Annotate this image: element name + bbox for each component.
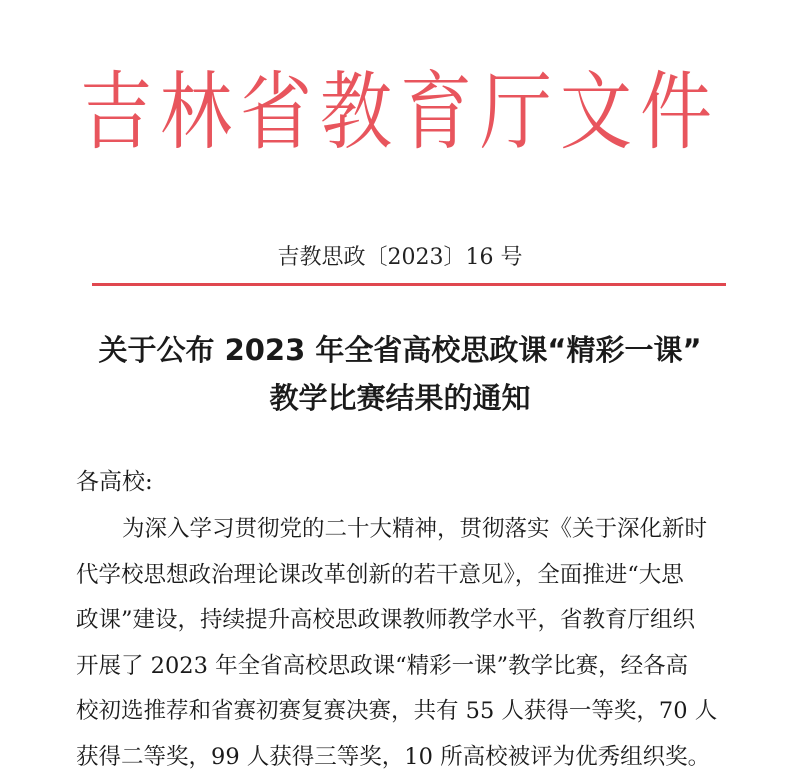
body-line: 为深入学习贯彻党的二十大精神，贯彻落实《关于深化新时: [76, 507, 736, 553]
body-line: 开展了 2023 年全省高校思政课“精彩一课”教学比赛，经各高: [76, 644, 736, 690]
notice-title-line-1: 关于公布 2023 年全省高校思政课“精彩一课”: [40, 326, 760, 374]
body-line: 政课”建设，持续提升高校思政课教师教学水平，省教育厅组织: [76, 598, 736, 644]
document-number: 吉教思政〔2023〕16 号: [0, 243, 800, 273]
issuer-title: 吉林省教育厅文件: [60, 41, 740, 183]
body-line: 校初选推荐和省赛初赛复赛决赛，共有 55 人获得一等奖，70 人: [76, 689, 736, 735]
notice-title-line-2: 教学比赛结果的通知: [40, 374, 760, 422]
notice-title: [40, 326, 760, 422]
body-line: 代学校思想政治理论课改革创新的若干意见》，全面推进“大思: [76, 553, 736, 599]
body-line: 获得二等奖，99 人获得三等奖，10 所高校被评为优秀组织奖。: [76, 735, 736, 780]
red-divider-rule: [92, 283, 726, 286]
body-paragraph: [76, 507, 736, 780]
salutation: 各高校:: [76, 467, 153, 497]
